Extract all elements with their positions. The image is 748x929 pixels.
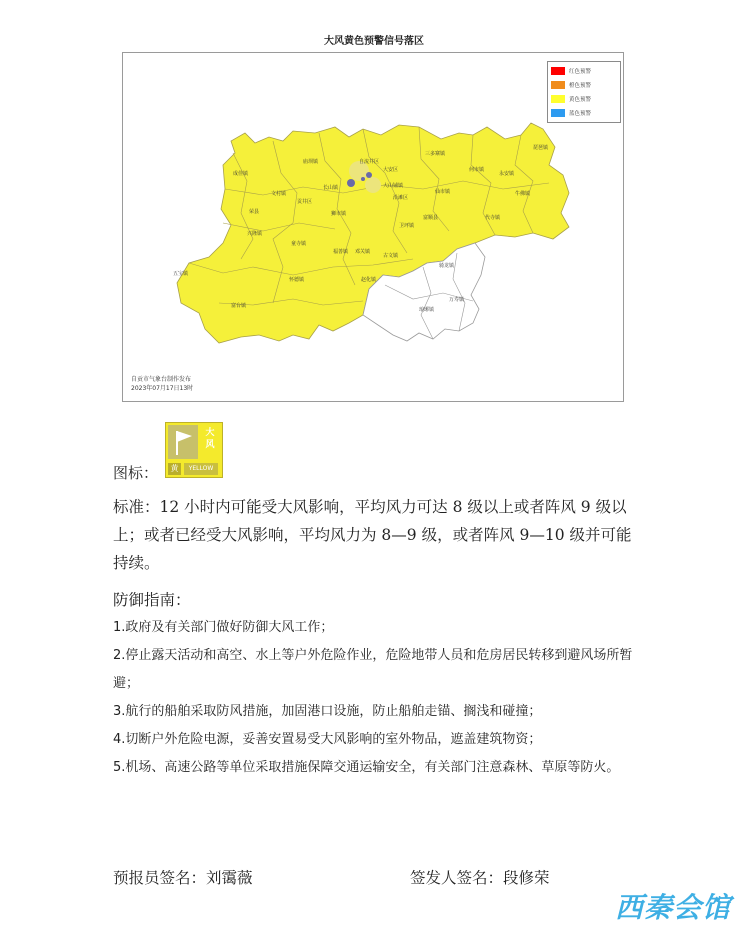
guide-list — [113, 614, 643, 782]
place-label: 文村镇 — [271, 191, 287, 197]
legend-swatch — [551, 109, 565, 117]
place-label: 牛佛镇 — [515, 191, 531, 197]
place-label: 古文镇 — [383, 253, 399, 259]
place-label: 大安区 — [383, 167, 399, 173]
icon-label: 图标： — [113, 464, 159, 482]
guide-item: 1.政府及有关部门做好防御大风工作； — [113, 620, 334, 635]
place-label: 庙坝镇 — [303, 159, 319, 165]
guide-item: 2.停止露天活动和高空、水上等户外危险作业，危险地带人员和危房居民转移到避风场所暂避； — [113, 648, 633, 691]
issuer-signature: 签发人签名：段修荣 — [410, 869, 550, 887]
issue-time: 2023年07月17日13时 — [131, 385, 194, 392]
place-label: 成佳镇 — [233, 171, 249, 177]
guide-title: 防御指南： — [113, 591, 191, 609]
forecaster-signature: 预报员签名：刘霭薇 — [113, 869, 253, 887]
guide-item: 4.切断户外危险电源，妥善安置易受大风影响的室外物品，遮盖建筑物资； — [113, 732, 542, 747]
place-label: 富台镇 — [231, 303, 247, 309]
place-label: 福善镇 — [333, 249, 349, 255]
legend-item-yellow — [551, 92, 617, 106]
place-label: 狮市镇 — [331, 211, 347, 217]
icon-level-en: YELLOW — [184, 463, 218, 475]
place-label: 兴隆镇 — [247, 231, 263, 237]
place-label: 代寺镇 — [485, 215, 501, 221]
map-title: 大风黄色预警信号落区 — [324, 36, 424, 47]
legend-label: 黄色预警 — [569, 97, 592, 103]
place-label: 仙市镇 — [435, 189, 451, 195]
legend-label: 蓝色预警 — [569, 111, 592, 117]
guide-item: 5.机场、高速公路等单位采取措施保障交通运输安全，有关部门注意森林、草原等防火。 — [113, 760, 620, 775]
legend-swatch — [551, 81, 565, 89]
place-label: 赵化镇 — [361, 277, 377, 283]
warning-standard: 标准：12 小时内可能受大风影响，平均风力可达 8 级以上或者阵风 9 级以上；或者已经受大风影响，平均风力为 8—9 级，或者阵风 9—10 级并可能持续。 — [113, 498, 632, 572]
place-label: 贡井区 — [297, 199, 313, 205]
legend-swatch — [551, 95, 565, 103]
legend-swatch — [551, 67, 565, 75]
yellow-gale-warning-icon — [165, 422, 223, 478]
place-label: 怀德镇 — [289, 277, 305, 283]
place-label: 五宝镇 — [173, 271, 189, 277]
place-label: 骑龙镇 — [439, 263, 455, 269]
place-label: 童寺镇 — [291, 241, 307, 247]
warning-map — [122, 52, 624, 402]
legend-label: 红色预警 — [569, 69, 592, 75]
place-label: 何市镇 — [469, 167, 485, 173]
place-label: 自流井区 — [359, 159, 380, 165]
icon-side-text: 大 风 — [205, 428, 215, 450]
map-publisher-info — [131, 375, 193, 393]
map-legend — [547, 61, 621, 123]
flag-icon — [168, 425, 198, 459]
place-label: 永安镇 — [499, 171, 515, 177]
legend-item-orange — [551, 78, 617, 92]
place-label: 卫坪镇 — [399, 223, 415, 229]
icon-level-cn: 黄 — [168, 463, 181, 475]
legend-item-red — [551, 64, 617, 78]
place-label: 邓关镇 — [355, 249, 371, 255]
place-label: 琵琶镇 — [533, 145, 549, 151]
guide-item: 3.航行的船舶采取防风措施，加固港口设施，防止船舶走锚、搁浅和碰撞； — [113, 704, 542, 719]
place-label: 三多寨镇 — [425, 151, 446, 157]
legend-item-blue — [551, 106, 617, 120]
place-label: 万寿镇 — [449, 297, 465, 303]
place-label: 琅琊镇 — [419, 307, 435, 313]
place-label: 长山镇 — [323, 185, 339, 191]
place-label: 荣县 — [249, 209, 260, 215]
place-label: 沿滩区 — [393, 195, 409, 201]
place-label: 大山铺镇 — [383, 183, 404, 189]
watermark-logo: 西秦会馆 — [615, 891, 732, 924]
legend-label: 橙色预警 — [569, 83, 592, 89]
place-label: 富顺县 — [423, 215, 439, 221]
publisher-name: 自贡市气象台制作发布 — [131, 376, 192, 383]
